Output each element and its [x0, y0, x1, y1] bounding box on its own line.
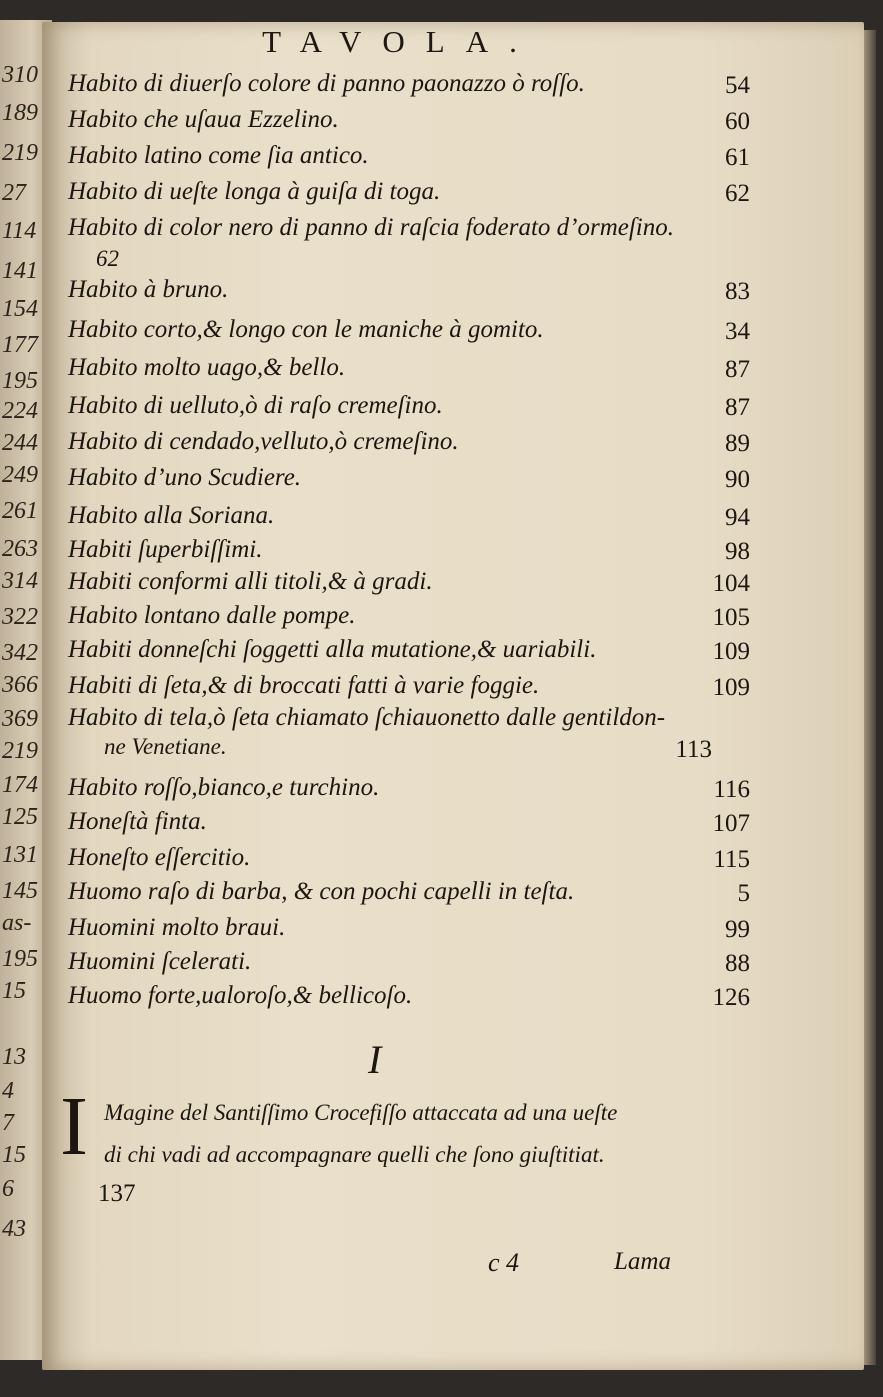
entry-page-number: 34 — [725, 318, 750, 345]
entry-text: Habiti ſuperbiſſimi. — [68, 536, 263, 563]
entry-text: Habiti conformi alli titoli,& à gradi. — [68, 568, 433, 595]
index-entry — [68, 312, 750, 354]
entry-text: Habito di tela,ò ſeta chiamato ſchiauonetto dalle gentildon- — [68, 704, 666, 731]
catchword: Lama — [614, 1248, 671, 1275]
entry-page-number: 62 — [725, 180, 750, 207]
facing-page-number: 141 — [2, 258, 38, 284]
facing-page-number: 6 — [2, 1176, 14, 1202]
facing-page-number: 219 — [2, 738, 38, 764]
signature-mark: c 4 — [488, 1248, 520, 1277]
entry-page-number: 60 — [725, 108, 750, 135]
entry-text: Habito di uelluto,ò di raſo cremeſino. — [68, 392, 443, 419]
entry-page-number: 94 — [725, 504, 750, 531]
entry-page-number: 83 — [725, 278, 750, 305]
entry-text: Habito di ueſte longa à guiſa di toga. — [68, 178, 441, 205]
facing-page-number: 145 — [2, 878, 38, 904]
entry-text: Habito lontano dalle pompe. — [68, 602, 356, 629]
entry-page-number: 5 — [737, 880, 750, 907]
entry-page-number: 104 — [712, 570, 750, 597]
facing-page-number: 366 — [2, 672, 38, 698]
facing-page-number: 249 — [2, 462, 38, 488]
entry-page-number: 109 — [712, 674, 750, 701]
entry-text: Habiti donneſchi ſoggetti alla mutatione,& uariabili. — [68, 636, 597, 663]
entry-page-number: 99 — [725, 916, 750, 943]
facing-page-number: 114 — [2, 218, 37, 244]
entry-text: Habito à bruno. — [68, 276, 229, 303]
entry-page-number: 54 — [725, 72, 750, 99]
page-edge-shadow — [864, 30, 876, 1365]
entry-page-number: 88 — [725, 950, 750, 977]
entry-text: Huomini ſcelerati. — [68, 948, 252, 975]
facing-page-number: 219 — [2, 140, 38, 166]
entry-text: Huomo forte,ualoroſo,& bellicoſo. — [68, 982, 413, 1009]
entry-text: Huomo raſo di barba, & con pochi capelli in teſta. — [68, 878, 575, 905]
facing-page-number: 342 — [2, 640, 38, 666]
entry-text: Honeſto eſſercitio. — [68, 844, 251, 871]
section-letter: I — [368, 1037, 382, 1082]
entry-text: Huomini molto braui. — [68, 914, 286, 941]
facing-page-number: 195 — [2, 946, 38, 972]
entry-page-number: 107 — [712, 810, 750, 837]
facing-page-number: as- — [2, 910, 32, 936]
index-entry — [68, 210, 728, 252]
entry-text: Habiti di ſeta,& di broccati fatti à varie foggie. — [68, 672, 540, 699]
index-entry — [68, 460, 750, 502]
entry-page-number: 98 — [725, 538, 750, 565]
facing-page-number: 154 — [2, 296, 38, 322]
continuation-page-number: 62 — [96, 246, 119, 271]
facing-page-number: 314 — [2, 568, 38, 594]
page-title: TAVOLA. — [262, 24, 538, 59]
entry-page-number: 87 — [725, 394, 750, 421]
entry-text: Honeſtà finta. — [68, 808, 207, 835]
entry-text: Habito di diuerſo colore di panno paonazzo ò roſſo. — [68, 70, 585, 97]
facing-page-number: 15 — [2, 1142, 26, 1168]
continuation-text: ne Venetiane. — [104, 734, 227, 759]
entry-page-number: 61 — [725, 144, 750, 171]
entry-page-number: 89 — [725, 430, 750, 457]
continuation-page-number-2: 113 — [675, 736, 712, 763]
entry-text: Habito d’uno Scudiere. — [68, 464, 302, 491]
facing-page-number: 244 — [2, 430, 38, 456]
facing-page-number: 174 — [2, 772, 38, 798]
facing-page-number: 4 — [2, 1078, 14, 1104]
entry-text: Habito corto,& longo con le maniche à gomito. — [68, 316, 544, 343]
facing-page-number: 177 — [2, 332, 38, 358]
entry-page-number: 126 — [712, 984, 750, 1011]
section-line-1: Magine del Santiſſimo Crocefiſſo attaccata ad una ueſte — [104, 1100, 618, 1125]
facing-page-number: 125 — [2, 804, 38, 830]
entry-text: Habito molto uago,& bello. — [68, 354, 346, 381]
entry-text: Habito che uſaua Ezzelino. — [68, 106, 339, 133]
entry-page-number: 109 — [712, 638, 750, 665]
facing-page-number: 195 — [2, 368, 38, 394]
facing-page-number: 261 — [2, 498, 38, 524]
facing-page-number: 322 — [2, 604, 38, 630]
facing-page-number: 7 — [2, 1110, 14, 1136]
section-page-number: 137 — [98, 1180, 136, 1207]
entry-page-number: 87 — [725, 356, 750, 383]
index-entry — [68, 272, 750, 314]
facing-page-number: 15 — [2, 978, 26, 1004]
facing-page-number: 13 — [2, 1044, 26, 1070]
facing-page-number: 310 — [2, 62, 38, 88]
index-entry — [68, 350, 750, 392]
entry-text: Habito alla Soriana. — [68, 502, 275, 529]
entry-text: Habito di color nero di panno di raſcia foderato d’ormeſino. — [68, 214, 674, 241]
entry-text: Habito di cendado,velluto,ò cremeſino. — [68, 428, 459, 455]
entry-page-number: 115 — [713, 846, 750, 873]
facing-page-number: 189 — [2, 100, 38, 126]
facing-page-number: 43 — [2, 1216, 26, 1242]
facing-page-number: 224 — [2, 398, 38, 424]
index-entry — [68, 978, 750, 1020]
entry-page-number: 116 — [713, 776, 750, 803]
section-line-2: di chi vadi ad accompagnare quelli che ſono giuſtitiat. — [104, 1142, 605, 1167]
entry-page-number: 105 — [712, 604, 750, 631]
entry-page-number: 90 — [725, 466, 750, 493]
facing-page-number: 131 — [2, 842, 38, 868]
facing-page-number: 263 — [2, 536, 38, 562]
drop-cap: I — [60, 1080, 88, 1173]
facing-page-number: 27 — [2, 180, 26, 206]
entry-text: Habito roſſo,bianco,e turchino. — [68, 774, 380, 801]
facing-page-number: 369 — [2, 706, 38, 732]
entry-text: Habito latino come ſia antico. — [68, 142, 369, 169]
